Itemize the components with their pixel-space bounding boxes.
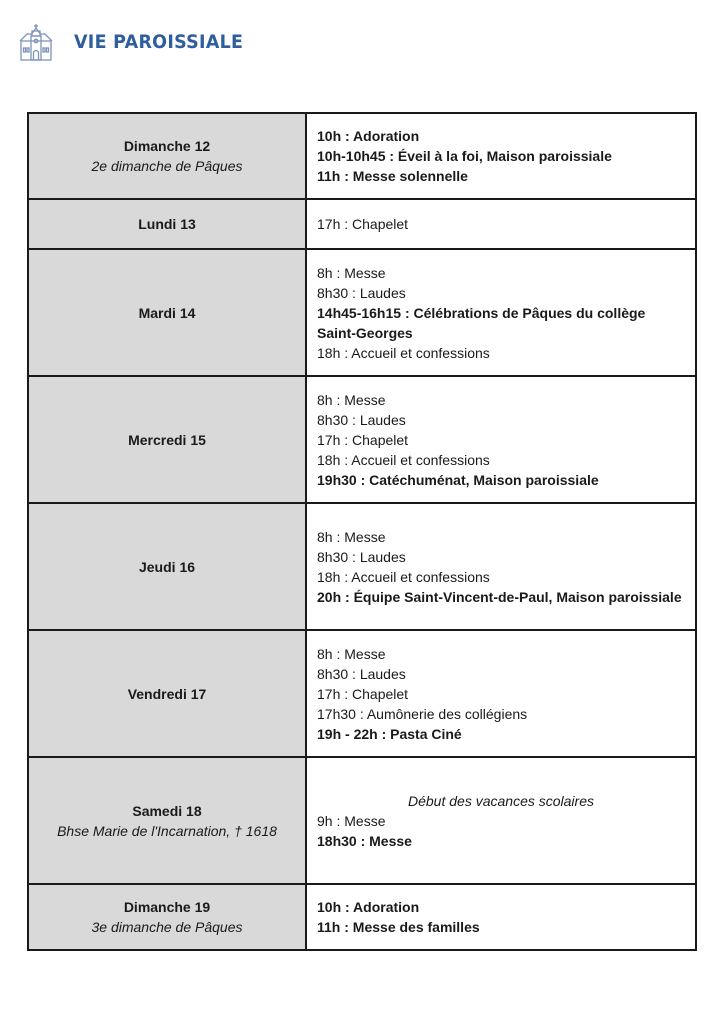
- day-name: Dimanche 12: [123, 138, 211, 154]
- schedule-row: [28, 113, 696, 199]
- schedule-row: [28, 503, 696, 630]
- event-item: 8h : Messe: [317, 391, 386, 408]
- event-item: 10h-10h45 : Éveil à la foi, Maison paroissiale: [317, 148, 612, 164]
- liturgical-note: 2e dimanche de Pâques: [91, 158, 243, 174]
- event-item: 8h30 : Laudes: [317, 411, 406, 428]
- events-cell: [306, 884, 696, 950]
- day-name: Mercredi 15: [128, 431, 206, 448]
- event-item: 20h : Équipe Saint-Vincent-de-Paul, Maison paroissiale: [317, 588, 682, 605]
- day-cell: [28, 113, 306, 199]
- events-cell: [306, 199, 696, 249]
- events-cell: [306, 113, 696, 199]
- event-item: Début des vacances scolaires: [408, 792, 594, 809]
- event-item: 17h : Chapelet: [317, 216, 409, 232]
- day-cell: [28, 630, 306, 757]
- event-item: 19h - 22h : Pasta Ciné: [317, 725, 462, 742]
- event-item: 11h : Messe des familles: [317, 919, 480, 935]
- event-item: 8h : Messe: [317, 528, 386, 545]
- day-name: Jeudi 16: [138, 558, 196, 575]
- liturgical-note: 3e dimanche de Pâques: [91, 919, 243, 935]
- day-name: Lundi 13: [138, 216, 196, 232]
- event-item: 18h : Accueil et confessions: [317, 344, 490, 361]
- day-cell: [28, 376, 306, 503]
- event-item: 14h45-16h15 : Célébrations de Pâques du collège Saint-Georges: [317, 304, 646, 341]
- schedule-row: [28, 199, 696, 249]
- event-item: 8h30 : Laudes: [317, 284, 406, 301]
- day-cell: [28, 757, 306, 884]
- schedule-row: [28, 249, 696, 376]
- event-item: 10h : Adoration: [317, 899, 420, 915]
- schedule-row: [28, 884, 696, 950]
- events-cell: [306, 376, 696, 503]
- page-header: [18, 22, 258, 62]
- schedule-row: [28, 376, 696, 503]
- event-item: 11h : Messe solennelle: [317, 168, 468, 184]
- page-title: VIE PAROISSIALE: [74, 31, 244, 53]
- events-cell: [306, 503, 696, 630]
- day-name: Dimanche 19: [123, 899, 211, 915]
- event-item: 10h : Adoration: [317, 128, 420, 144]
- event-item: 8h30 : Laudes: [317, 548, 406, 565]
- event-item: 18h30 : Messe: [317, 832, 412, 849]
- event-item: 18h : Accueil et confessions: [317, 568, 490, 585]
- event-item: 9h : Messe: [317, 812, 386, 829]
- day-name: Mardi 14: [138, 304, 196, 321]
- church-icon: [18, 23, 54, 61]
- events-cell: [306, 249, 696, 376]
- liturgical-note: Bhse Marie de l'Incarnation, † 1618: [57, 822, 277, 839]
- event-item: 8h : Messe: [317, 645, 386, 662]
- schedule-row: [28, 630, 696, 757]
- day-cell: [28, 199, 306, 249]
- event-item: 19h30 : Catéchuménat, Maison paroissiale: [317, 471, 599, 488]
- day-cell: [28, 249, 306, 376]
- event-item: 17h : Chapelet: [317, 685, 409, 702]
- day-name: Vendredi 17: [127, 685, 207, 702]
- event-item: 8h30 : Laudes: [317, 665, 406, 682]
- event-item: 17h30 : Aumônerie des collégiens: [317, 705, 528, 722]
- day-cell: [28, 884, 306, 950]
- schedule-row: [28, 757, 696, 884]
- day-name: Samedi 18: [132, 802, 202, 819]
- schedule-table: [27, 112, 697, 951]
- events-cell: [306, 630, 696, 757]
- event-item: 17h : Chapelet: [317, 431, 409, 448]
- event-item: 8h : Messe: [317, 264, 386, 281]
- schedule-body: [28, 113, 696, 950]
- day-cell: [28, 503, 306, 630]
- events-cell: [306, 757, 696, 884]
- event-item: 18h : Accueil et confessions: [317, 451, 490, 468]
